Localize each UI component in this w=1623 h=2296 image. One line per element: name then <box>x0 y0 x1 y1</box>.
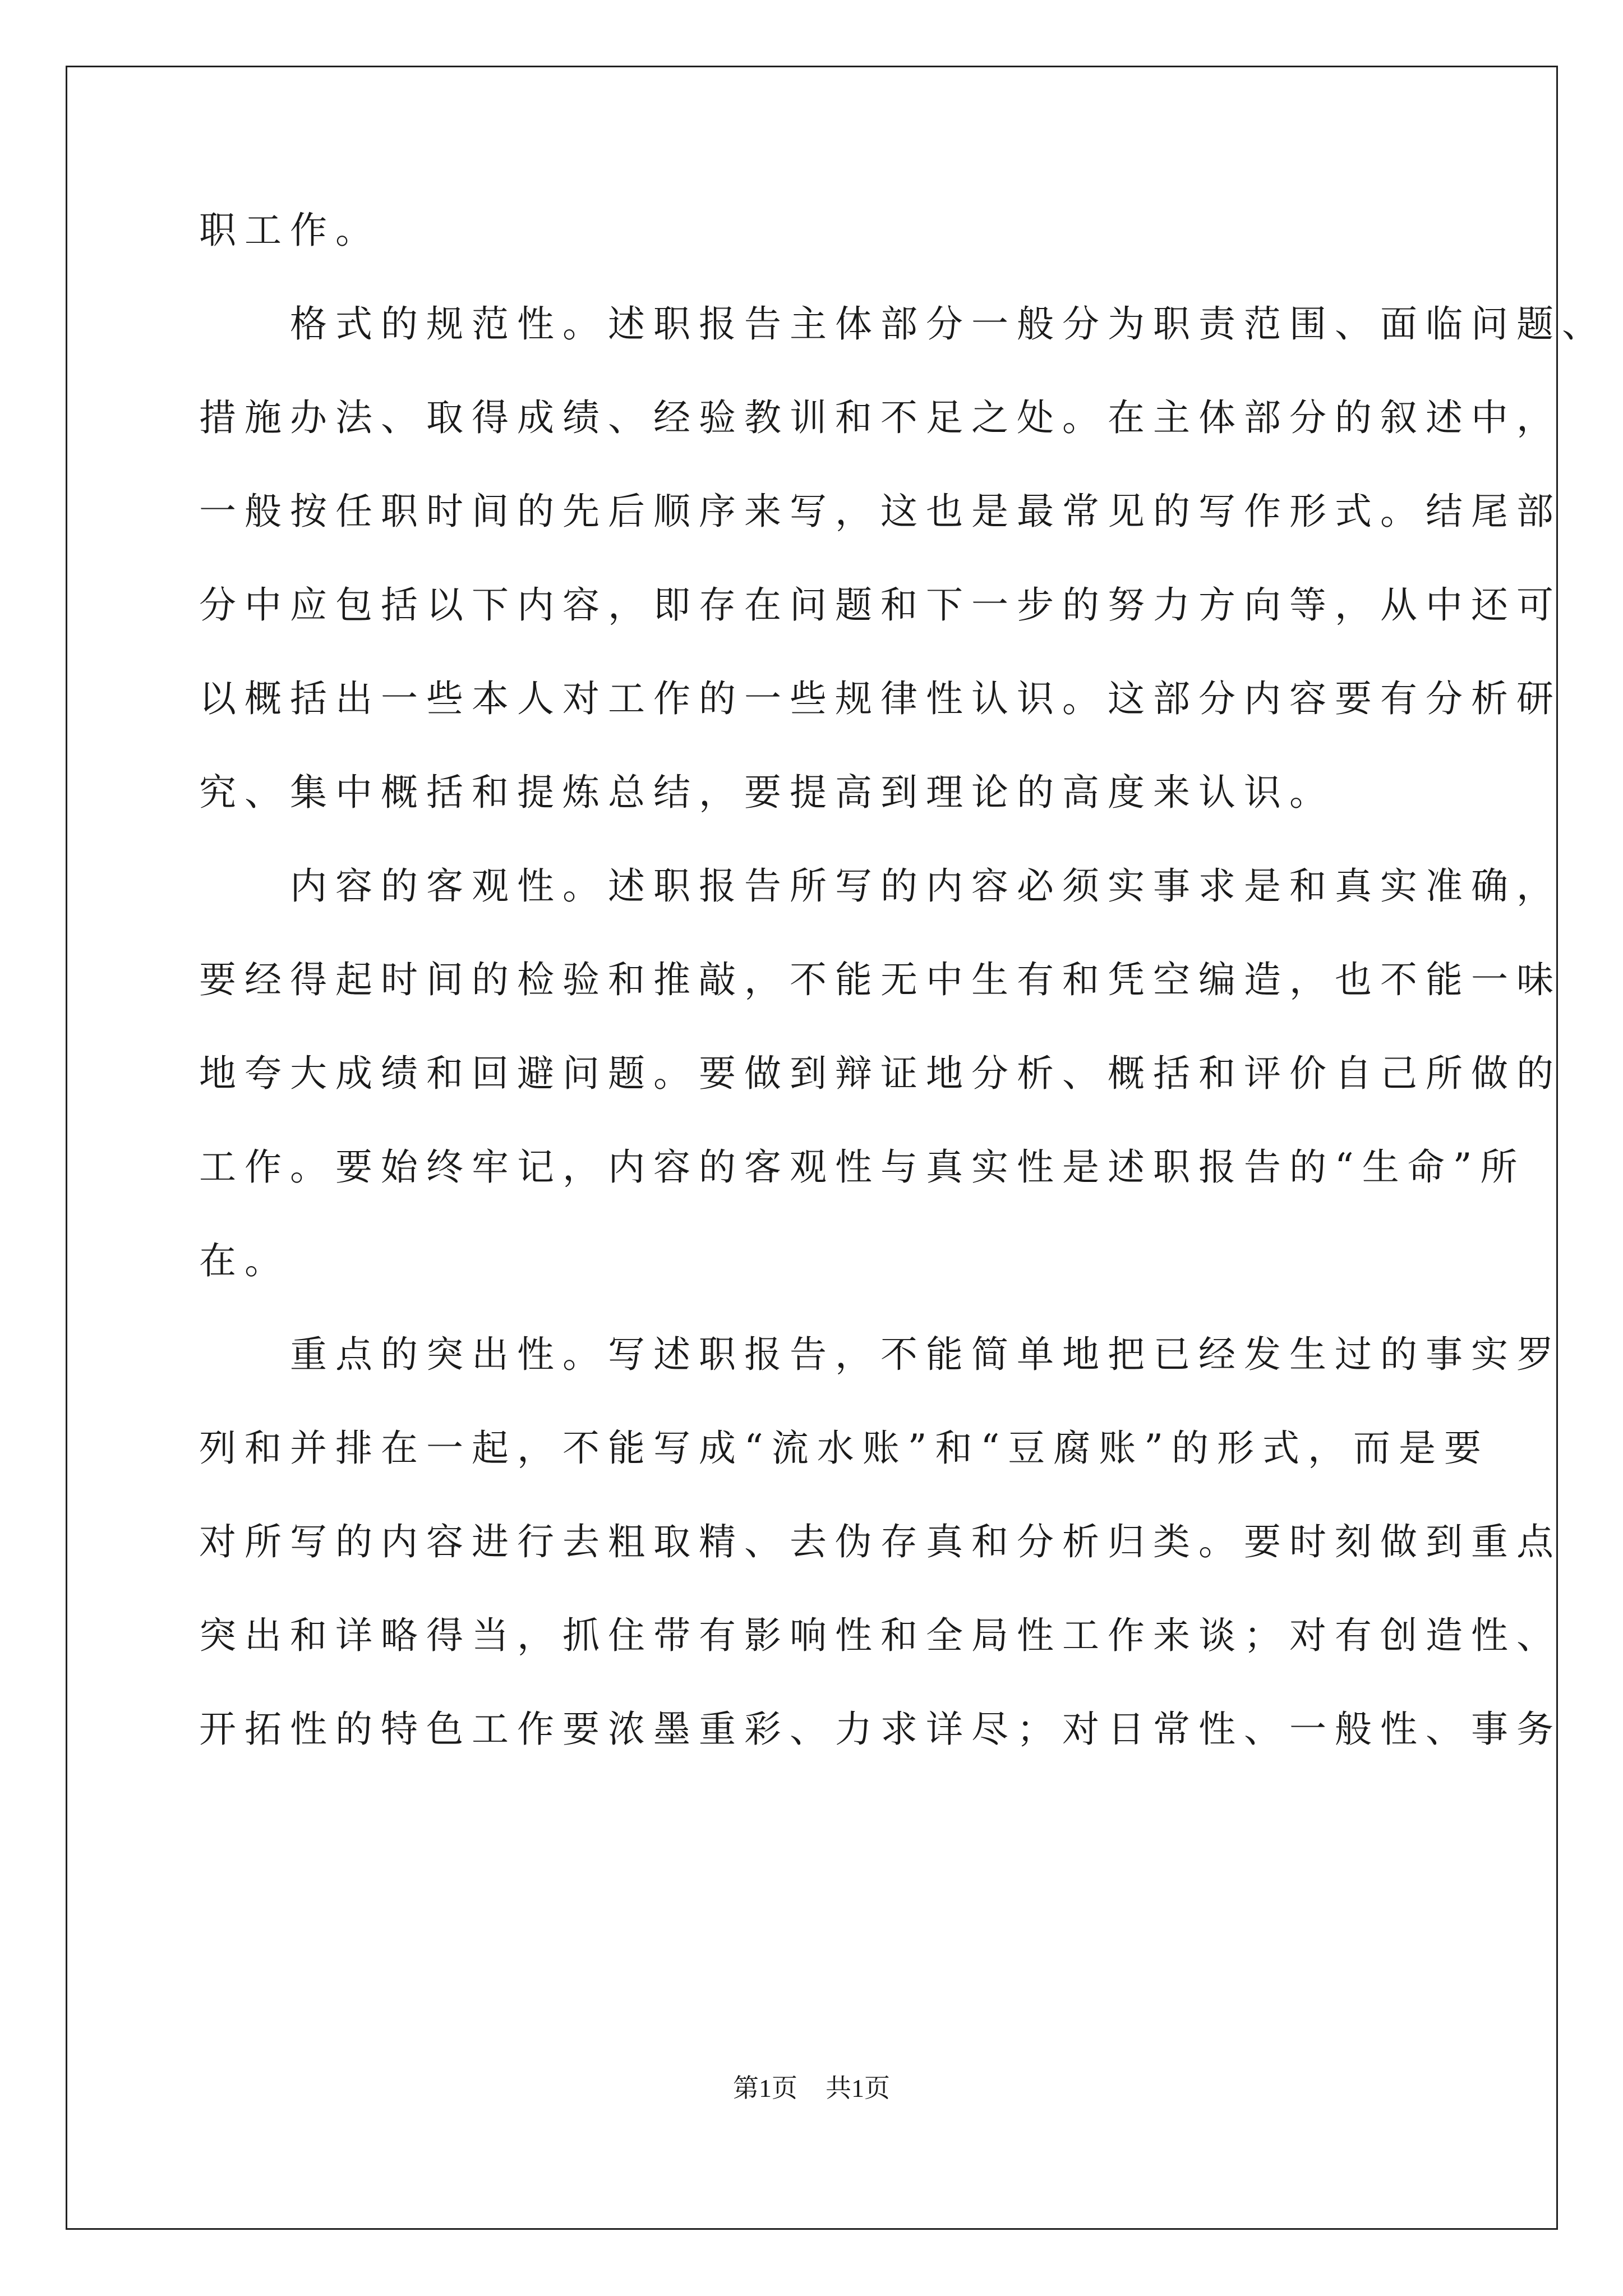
text-line: 对所写的内容进行去粗取精、去伪存真和分析归类。要时刻做到重点 <box>199 1520 1562 1563</box>
text-line: 以概括出一些本人对工作的一些规律性认识。这部分内容要有分析研 <box>199 677 1562 720</box>
text-line: 职工作。 <box>199 209 381 252</box>
text-line: 在。 <box>199 1239 290 1282</box>
text-line: 分中应包括以下内容，即存在问题和下一步的努力方向等，从中还可 <box>199 583 1562 627</box>
page-footer <box>0 2076 1623 2101</box>
text-line: 格式的规范性。述职报告主体部分一般分为职责范围、面临问题、 <box>199 302 1607 346</box>
text-line: 重点的突出性。写述职报告，不能简单地把已经发生过的事实罗 <box>199 1333 1562 1376</box>
text-line: 地夸大成绩和回避问题。要做到辩证地分析、概括和评价自己所做的 <box>199 1052 1562 1095</box>
text-line: 要经得起时间的检验和推敲，不能无中生有和凭空编造，也不能一味 <box>199 958 1562 1001</box>
text-line: 列和并排在一起，不能写成“流水账”和“豆腐账”的形式，而是要 <box>199 1427 1490 1470</box>
text-line: 措施办法、取得成绩、经验教训和不足之处。在主体部分的叙述中， <box>199 396 1562 439</box>
text-line: 一般按任职时间的先后顺序来写，这也是最常见的写作形式。结尾部 <box>199 490 1562 533</box>
text-line: 工作。要始终牢记，内容的客观性与真实性是述职报告的“生命”所 <box>199 1145 1526 1189</box>
text-line: 究、集中概括和提炼总结，要提高到理论的高度来认识。 <box>199 771 1335 814</box>
page-number: 第1页 <box>733 2074 797 2102</box>
text-line: 内容的客观性。述职报告所写的内容必须实事求是和真实准确， <box>199 864 1562 908</box>
text-line: 开拓性的特色工作要浓墨重彩、力求详尽；对日常性、一般性、事务 <box>199 1708 1562 1751</box>
page-total: 共1页 <box>826 2074 890 2102</box>
text-line: 突出和详略得当，抓住带有影响性和全局性工作来谈；对有创造性、 <box>199 1614 1562 1657</box>
